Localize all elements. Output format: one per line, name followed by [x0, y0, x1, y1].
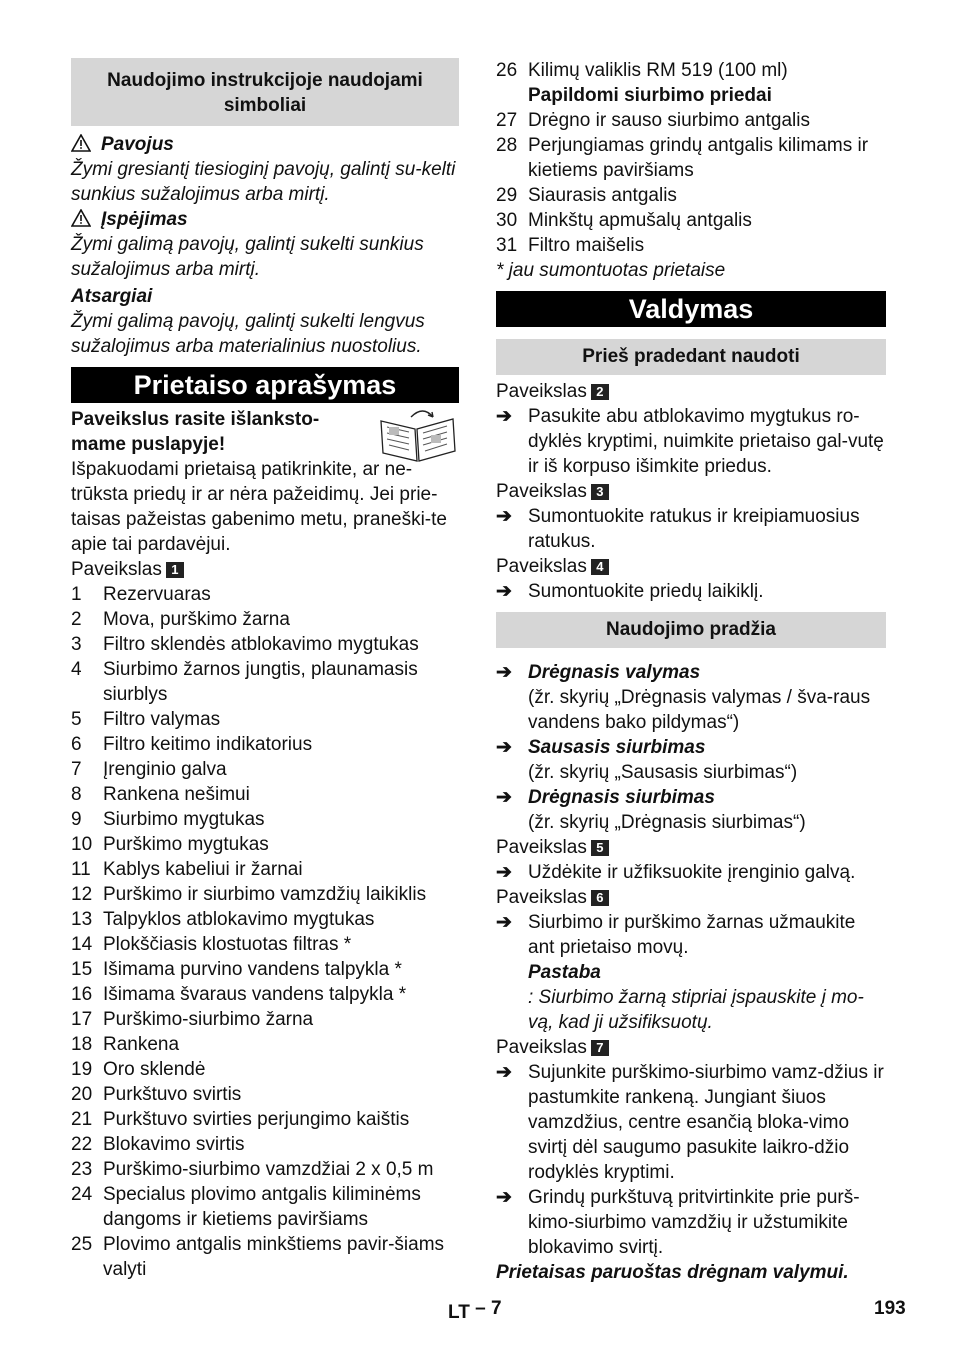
mode-wet-cleaning: ➔ Drėgnasis valymas (žr. skyrių „Drėgnasis valymas / šva-raus vandens bako pildymas“): [496, 662, 871, 733]
mode-wet-vacuum: ➔ Drėgnasis siurbimas (žr. skyrių „Drėgnasis siurbimas“): [496, 787, 806, 833]
figures-note: Paveikslus rasite išlanksto-mame puslapyje!: [71, 409, 320, 455]
section-title-description: Prietaiso aprašymas: [71, 367, 459, 403]
list-item: 6 Filtro keitimo indikatorius: [71, 734, 313, 755]
step-fig5: ➔ Uždėkite ir užfiksuokite įrenginio galvą.: [496, 862, 856, 883]
list-item: 19 Oro sklendė: [71, 1059, 206, 1080]
step-fig3: ➔ Sumontuokite ratukus ir kreipiamuosius ratukus.: [496, 506, 860, 552]
unpack-text: Išpakuodami prietaisą patikrinkite, ar ne-trūksta priedų ir ar nėra pažeidimų. Jei prie-taisas pažeistas gabenimo metu, praneški-te apie tai pardavėjui.: [71, 459, 447, 555]
right-column: [496, 58, 886, 1285]
ready-text: Prietaisas paruoštas drėgnam valymui.: [496, 1262, 849, 1283]
figure-ref-2: Paveikslas 2: [496, 379, 886, 404]
mode-dry-vacuum: ➔ Sausasis siurbimas (žr. skyrių „Sausasis siurbimas“): [496, 737, 798, 783]
list-item: 7 Įrenginio galva: [71, 759, 227, 780]
list-item: 24 Specialus plovimo antgalis kiliminėms dangoms ir kietiems paviršiams: [71, 1184, 421, 1230]
figure-ref-1: Paveikslas 1: [71, 557, 459, 582]
list-item: 22 Blokavimo svirtis: [71, 1134, 245, 1155]
right-arrow-icon: ➔: [496, 662, 512, 683]
step-fig2: ➔ Pasukite abu atblokavimo mygtukus ro-dyklės kryptimi, nuimkite prietaiso gal-vutę ir iš korpuso išimkite priedus.: [496, 406, 884, 477]
right-arrow-icon: ➔: [496, 406, 512, 427]
right-arrow-icon: ➔: [496, 506, 512, 527]
right-arrow-icon: ➔: [496, 581, 512, 602]
figure-ref-4: Paveikslas 4: [496, 554, 886, 579]
list-item: 21 Purkštuvo svirties perjungimo kaištis: [71, 1109, 410, 1130]
right-arrow-icon: ➔: [496, 1187, 512, 1208]
warning-text: Žymi galimą pavojų, galintį sukelti sunkius sužalojimus arba mirtį.: [71, 234, 424, 280]
footnote: * jau sumontuotas prietaise: [496, 260, 726, 281]
list-item: 30 Minkštų apmušalų antgalis: [496, 210, 752, 231]
danger-title: Pavojus: [71, 132, 459, 157]
caution-text: Žymi galimą pavojų, galintį sukelti lengvus sužalojimus arba materialinius nuostolius.: [71, 311, 425, 357]
list-item: 23 Purškimo-siurbimo vamzdžiai 2 x 0,5 m: [71, 1159, 434, 1180]
list-item: 17 Purškimo-siurbimo žarna: [71, 1009, 314, 1030]
symbols-heading: Naudojimo instrukcijoje naudojami simboliai: [71, 58, 459, 126]
accessories-heading: Papildomi siurbimo priedai: [528, 85, 772, 106]
list-item: 20 Purkštuvo svirtis: [71, 1084, 242, 1105]
figure-ref-5: Paveikslas 5: [496, 835, 886, 860]
right-arrow-icon: ➔: [496, 862, 512, 883]
parts-list: [71, 582, 459, 1282]
before-use-heading: Prieš pradedant naudoti: [496, 339, 886, 375]
step-fig7a: ➔ Sujunkite purškimo-siurbimo vamz-džius ir pastumkite rankeną. Jungiant šiuos vamzdžius, centre esančią bloka-vimo svirtį dėl saugumo pasukite laikro-džio rodyklės kryptimi.: [496, 1062, 884, 1183]
caution-title: Atsargiai: [71, 286, 153, 307]
list-item: 11 Kablys kabeliui ir žarnai: [71, 859, 303, 880]
list-item: 1 Rezervuaras: [71, 584, 211, 605]
footer-language: LT – 7: [448, 1298, 502, 1323]
warning-triangle-icon: [71, 209, 91, 227]
accessories-list: [496, 108, 886, 258]
list-item: 12 Purškimo ir siurbimo vamzdžių laikiklis: [71, 884, 427, 905]
open-book-icon: [377, 407, 459, 465]
list-item: 28 Perjungiamas grindų antgalis kilimams ir kietiems paviršiams: [496, 135, 869, 181]
list-item: 25 Plovimo antgalis minkštiems pavir-šiams valyti: [71, 1234, 445, 1280]
right-arrow-icon: ➔: [496, 912, 512, 933]
list-item: 4 Siurbimo žarnos jungtis, plaunamasis siurblys: [71, 659, 418, 705]
note-text: : Siurbimo žarną stipriai įspauskite į mo-vą, kad ji užsifiksuotų.: [528, 987, 864, 1033]
right-arrow-icon: ➔: [496, 787, 512, 808]
list-item: 13 Talpyklos atblokavimo mygtukas: [71, 909, 375, 930]
list-item: 5 Filtro valymas: [71, 709, 221, 730]
left-column: [71, 58, 459, 1282]
list-item: 14 Plokščiasis klostuotas filtras *: [71, 934, 352, 955]
section-title-operation: Valdymas: [496, 291, 886, 327]
list-item: 10 Purškimo mygtukas: [71, 834, 269, 855]
right-arrow-icon: ➔: [496, 1062, 512, 1083]
warning-title: Įspėjimas: [71, 207, 459, 232]
list-item: 3 Filtro sklendės atblokavimo mygtukas: [71, 634, 419, 655]
list-item: 27 Drėgno ir sauso siurbimo antgalis: [496, 110, 810, 131]
list-item: 18 Rankena: [71, 1034, 180, 1055]
note-title: Pastaba: [528, 962, 601, 983]
list-item: 26 Kilimų valiklis RM 519 (100 ml): [496, 60, 788, 81]
list-item: 15 Išimama purvino vandens talpykla *: [71, 959, 402, 980]
danger-text: Žymi gresiantį tiesioginį pavojų, galintį su-kelti sunkius sužalojimus arba mirtį.: [71, 159, 456, 205]
list-item: 8 Rankena nešimui: [71, 784, 250, 805]
list-item: 29 Siaurasis antgalis: [496, 185, 677, 206]
right-arrow-icon: ➔: [496, 737, 512, 758]
step-fig4: ➔ Sumontuokite priedų laikiklį.: [496, 581, 764, 602]
step-fig6: ➔ Siurbimo ir purškimo žarnas užmaukite ant prietaiso movų.: [496, 912, 856, 958]
start-use-heading: Naudojimo pradžia: [496, 612, 886, 648]
figure-ref-6: Paveikslas 6: [496, 885, 886, 910]
warning-triangle-icon: [71, 134, 91, 152]
figure-ref-7: Paveikslas 7: [496, 1035, 886, 1060]
list-item: 2 Mova, purškimo žarna: [71, 609, 290, 630]
page-number: 193: [874, 1298, 906, 1319]
list-item: 31 Filtro maišelis: [496, 235, 645, 256]
step-fig7b: ➔ Grindų purkštuvą pritvirtinkite prie purš-kimo-siurbimo vamzdžių ir užstumikite blokavimo svirtį.: [496, 1187, 860, 1258]
figures-note-block: [71, 407, 459, 457]
list-item: 16 Išimama švaraus vandens talpykla *: [71, 984, 407, 1005]
list-item: 9 Siurbimo mygtukas: [71, 809, 265, 830]
figure-ref-3: Paveikslas 3: [496, 479, 886, 504]
